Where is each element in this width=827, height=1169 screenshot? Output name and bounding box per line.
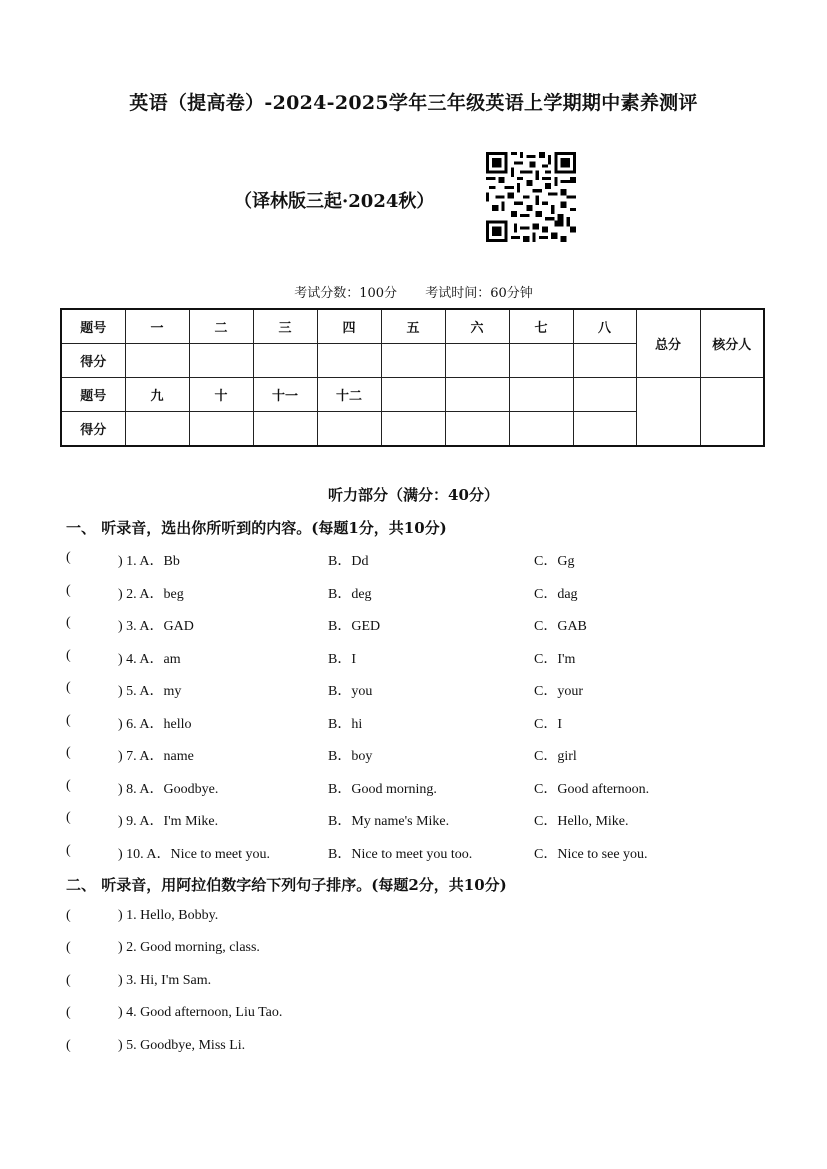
answer-paren: ( xyxy=(66,843,71,858)
score-cell[interactable] xyxy=(445,412,509,447)
option-b: B．boy xyxy=(328,749,373,764)
score-cell[interactable] xyxy=(253,412,317,447)
listening-heading: 听力部分（满分：40分） xyxy=(328,486,499,504)
question-text: ) 10. A．Nice to meet you. xyxy=(118,847,271,862)
score-cell[interactable] xyxy=(253,344,317,378)
question-number: 七 xyxy=(509,309,573,344)
qr-code-icon xyxy=(486,152,576,242)
option-c: C．Nice to see you. xyxy=(534,847,648,862)
option-b: B．I xyxy=(328,652,356,667)
question-number xyxy=(573,378,636,412)
exam-info xyxy=(0,282,827,301)
option-b: B．GED xyxy=(328,619,381,634)
option-c: C．Hello, Mike. xyxy=(534,814,629,829)
total-score-header: 总分 xyxy=(636,309,700,378)
question-text: ) 6. A．hello xyxy=(118,717,192,732)
option-c: C．your xyxy=(534,684,583,699)
answer-paren: ( xyxy=(66,940,71,955)
sentence-row xyxy=(66,973,766,993)
answer-paren: ( xyxy=(66,550,71,565)
answer-paren: ( xyxy=(66,778,71,793)
question-number xyxy=(381,378,445,412)
option-c: C．Gg xyxy=(534,554,575,569)
question-row xyxy=(66,550,766,570)
option-b: B．Nice to meet you too. xyxy=(328,847,473,862)
option-c: C．dag xyxy=(534,587,578,602)
question-row xyxy=(66,615,766,635)
sentence-text: ) 2. Good morning, class. xyxy=(118,940,260,955)
question-row xyxy=(66,680,766,700)
question-text: ) 8. A．Goodbye. xyxy=(118,782,219,797)
row-label: 得分 xyxy=(61,412,125,447)
section2-heading: 二、 听录音，用阿拉伯数字给下列句子排序。(每题2分，共10分) xyxy=(66,876,507,894)
answer-paren: ( xyxy=(66,810,71,825)
question-number xyxy=(445,378,509,412)
question-number: 十二 xyxy=(317,378,381,412)
question-row xyxy=(66,583,766,603)
answer-paren: ( xyxy=(66,745,71,760)
question-row xyxy=(66,713,766,733)
score-cell[interactable] xyxy=(381,412,445,447)
score-cell[interactable] xyxy=(445,344,509,378)
option-b: B．Dd xyxy=(328,554,369,569)
sentence-row xyxy=(66,908,766,928)
question-text: ) 4. A．am xyxy=(118,652,181,667)
page-subtitle: （译林版三起·2024秋） xyxy=(234,191,435,212)
question-number: 九 xyxy=(125,378,189,412)
question-text: ) 2. A．beg xyxy=(118,587,184,602)
page-title: 英语（提高卷）-2024-2025学年三年级英语上学期期中素养测评 xyxy=(129,92,698,114)
sentence-row xyxy=(66,940,766,960)
answer-paren: ( xyxy=(66,648,71,663)
option-b: B．Good morning. xyxy=(328,782,437,797)
option-c: C．I xyxy=(534,717,562,732)
answer-paren: ( xyxy=(66,615,71,630)
option-b: B．My name's Mike. xyxy=(328,814,450,829)
question-row xyxy=(66,843,766,863)
sentence-row xyxy=(66,1038,766,1058)
answer-paren: ( xyxy=(66,908,71,923)
score-cell[interactable] xyxy=(573,412,636,447)
score-cell[interactable] xyxy=(125,344,189,378)
question-number xyxy=(509,378,573,412)
answer-paren: ( xyxy=(66,680,71,695)
answer-paren: ( xyxy=(66,713,71,728)
question-number: 三 xyxy=(253,309,317,344)
answer-paren: ( xyxy=(66,1005,71,1020)
question-row xyxy=(66,648,766,668)
option-b: B．deg xyxy=(328,587,372,602)
answer-paren: ( xyxy=(66,973,71,988)
question-text: ) 3. A．GAD xyxy=(118,619,194,634)
row-label: 题号 xyxy=(61,309,125,344)
score-cell[interactable] xyxy=(317,412,381,447)
sentence-text: ) 4. Good afternoon, Liu Tao. xyxy=(118,1005,283,1020)
question-number: 十一 xyxy=(253,378,317,412)
option-c: C．I'm xyxy=(534,652,576,667)
sentence-text: ) 1. Hello, Bobby. xyxy=(118,908,219,923)
answer-paren: ( xyxy=(66,583,71,598)
question-row xyxy=(66,745,766,765)
question-number: 四 xyxy=(317,309,381,344)
question-number: 十 xyxy=(189,378,253,412)
answer-paren: ( xyxy=(66,1038,71,1053)
score-cell[interactable] xyxy=(189,344,253,378)
checker-header: 核分人 xyxy=(700,309,764,378)
option-c: C．GAB xyxy=(534,619,587,634)
row-label: 题号 xyxy=(61,378,125,412)
score-cell[interactable] xyxy=(125,412,189,447)
score-cell[interactable] xyxy=(381,344,445,378)
option-c: C．Good afternoon. xyxy=(534,782,650,797)
sentence-text: ) 5. Goodbye, Miss Li. xyxy=(118,1038,246,1053)
question-row xyxy=(66,778,766,798)
question-number: 二 xyxy=(189,309,253,344)
row-label: 得分 xyxy=(61,344,125,378)
option-b: B．you xyxy=(328,684,373,699)
score-cell[interactable] xyxy=(573,344,636,378)
score-cell[interactable] xyxy=(317,344,381,378)
score-table xyxy=(60,308,765,447)
sentence-row xyxy=(66,1005,766,1025)
score-cell[interactable] xyxy=(509,412,573,447)
sentence-text: ) 3. Hi, I'm Sam. xyxy=(118,973,212,988)
score-cell[interactable] xyxy=(189,412,253,447)
question-number: 六 xyxy=(445,309,509,344)
checker-cell[interactable] xyxy=(700,378,764,447)
exam-time: 考试时间：60分钟 xyxy=(425,286,533,301)
question-text: ) 7. A．name xyxy=(118,749,194,764)
score-cell[interactable] xyxy=(509,344,573,378)
option-c: C．girl xyxy=(534,749,577,764)
total-score-cell[interactable] xyxy=(636,378,700,447)
option-b: B．hi xyxy=(328,717,363,732)
question-text: ) 1. A．Bb xyxy=(118,554,180,569)
question-number: 一 xyxy=(125,309,189,344)
exam-score: 考试分数：100分 xyxy=(294,286,398,301)
question-number: 八 xyxy=(573,309,636,344)
question-number: 五 xyxy=(381,309,445,344)
question-text: ) 9. A．I'm Mike. xyxy=(118,814,219,829)
section1-heading: 一、 听录音，选出你所听到的内容。(每题1分，共10分) xyxy=(66,519,447,537)
question-text: ) 5. A．my xyxy=(118,684,182,699)
question-row xyxy=(66,810,766,830)
